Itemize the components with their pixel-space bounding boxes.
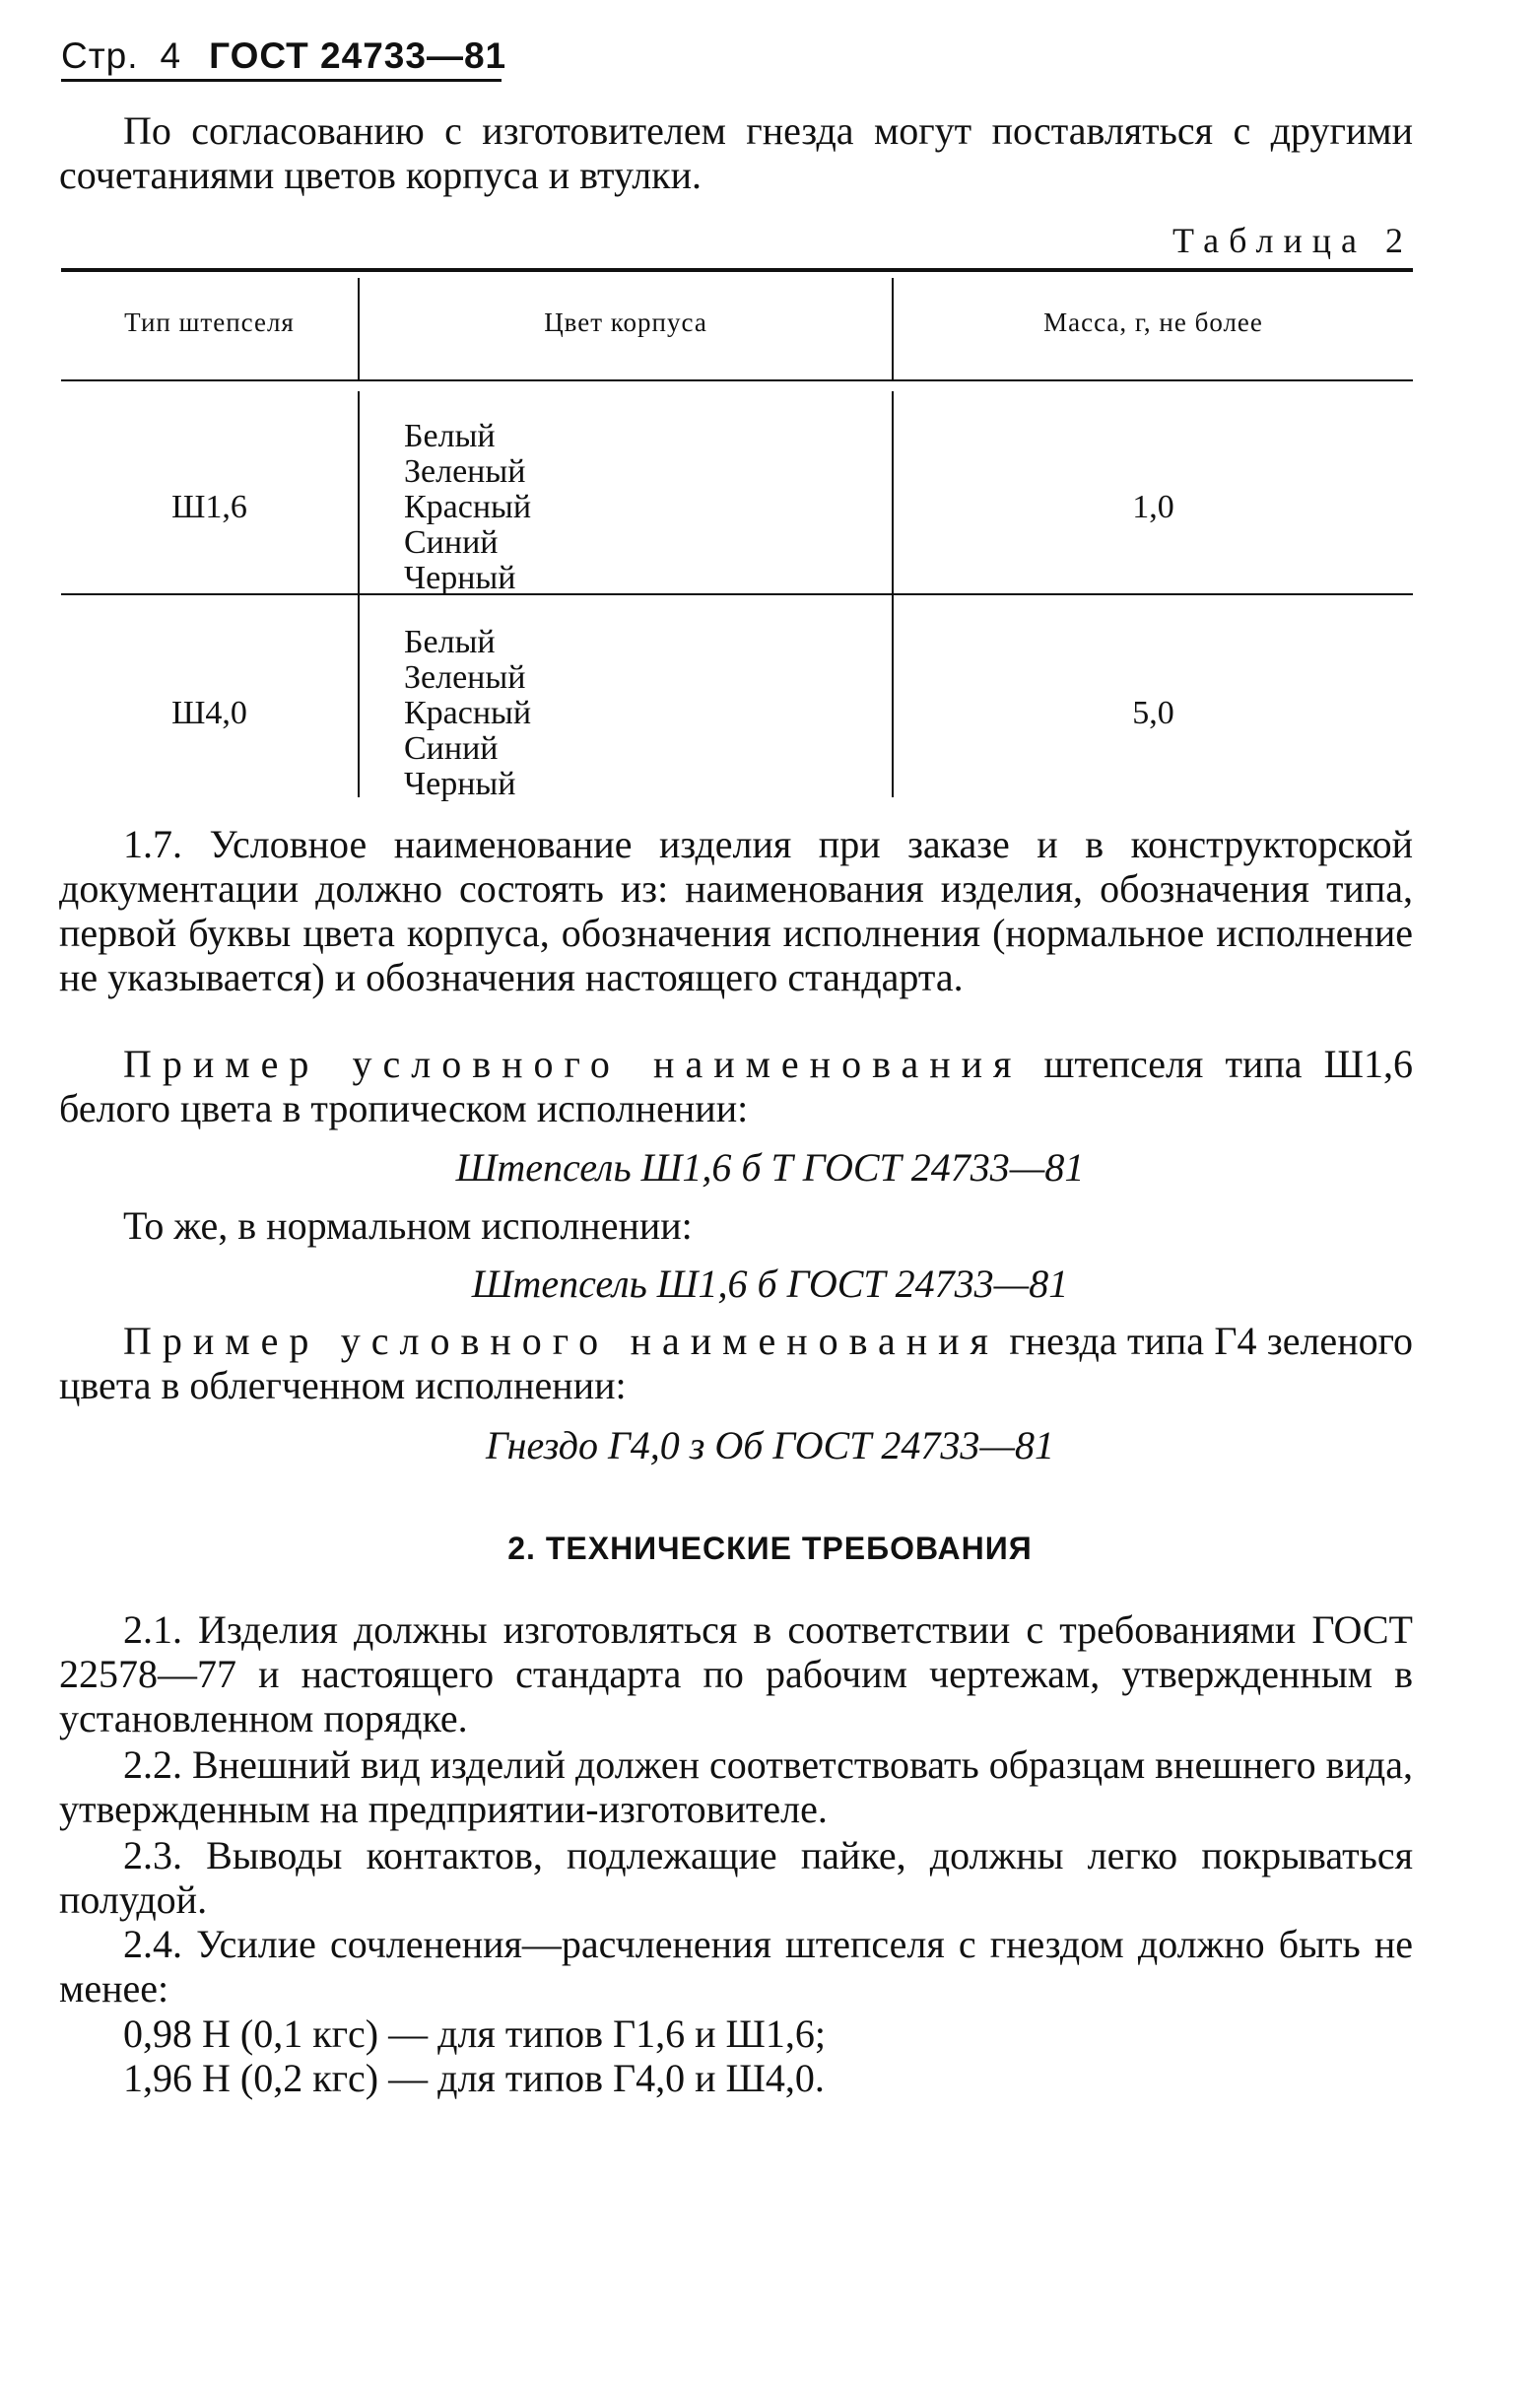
- color-item: Красный: [404, 489, 532, 525]
- table-cell-colors: [404, 419, 531, 596]
- example-3-rest: гнезда типа Г4 зеленого цвета в облегченном исполнении:: [59, 1319, 1414, 1407]
- color-item: Белый: [404, 418, 496, 454]
- table-top-rule: [61, 268, 1413, 272]
- color-item: Черный: [404, 560, 516, 596]
- color-item: Синий: [404, 730, 499, 767]
- clause-2-3: 2.3. Выводы контактов, подлежащие пайке, должны легко покрываться полудой.: [59, 1833, 1413, 1922]
- color-item: Красный: [404, 695, 532, 731]
- table-cell-mass: 5,0: [1132, 695, 1174, 731]
- color-item: Белый: [404, 624, 496, 660]
- table-cell-type: Ш4,0: [171, 695, 247, 731]
- page-number: 4: [160, 35, 182, 76]
- example-1-rest: штепселя типа Ш1,6 белого цвета в тропическом исполнении:: [59, 1042, 1413, 1130]
- clause-2-2: 2.2. Внешний вид изделий должен соответствовать образцам внешнего вида, утвержденным на предприятии-изготовителе.: [59, 1742, 1413, 1831]
- example-3-lead: Пример условного наименования: [123, 1319, 999, 1363]
- table-header-type: Тип штепселя: [124, 307, 295, 337]
- example-3-text: [59, 1319, 1413, 1407]
- example-3-designation: Гнездо Г4,0 з Об ГОСТ 24733—81: [486, 1423, 1054, 1467]
- example-1-lead: Пример условного наименования: [123, 1042, 1023, 1086]
- clause-1-7: 1.7. Условное наименование изделия при заказе и в конструкторской документации должно состоять из: наименования изделия, обозначения типа, первой буквы цвета корпуса, обозначения исполнения (нормальное исполнение не указывается) и обозначения настоящего стандарта.: [59, 822, 1413, 999]
- example-2-designation: Штепсель Ш1,6 б ГОСТ 24733—81: [471, 1261, 1069, 1306]
- standard-designation: ГОСТ 24733—81: [209, 35, 507, 76]
- intro-paragraph: По согласованию с изготовителем гнезда могут поставляться с другими сочетаниями цветов корпуса и втулки.: [59, 108, 1413, 197]
- table-header-rule: [61, 379, 1413, 381]
- clause-2-1: 2.1. Изделия должны изготовляться в соответствии с требованиями ГОСТ 22578—77 и настоящего стандарта по рабочим чертежам, утвержденным в установленном порядке.: [59, 1607, 1413, 1740]
- table-caption: Таблица 2: [1172, 221, 1413, 260]
- color-item: Черный: [404, 766, 516, 802]
- force-line-1: 0,98 Н (0,1 кгс) — для типов Г1,6 и Ш1,6;: [123, 2011, 827, 2056]
- table-cell-mass: 1,0: [1132, 489, 1174, 525]
- table-cell-colors: [404, 625, 531, 802]
- table-vline: [358, 391, 360, 797]
- header-rule: [61, 79, 502, 82]
- example-1-text: [59, 1042, 1413, 1130]
- color-item: Зеленый: [404, 659, 526, 696]
- same-normal-text: То же, в нормальном исполнении:: [123, 1203, 693, 1248]
- table-cell-type: Ш1,6: [171, 489, 247, 525]
- page-label: Стр.: [61, 35, 139, 76]
- color-item: Синий: [404, 524, 499, 561]
- page-header: [61, 22, 506, 77]
- force-line-2: 1,96 Н (0,2 кгс) — для типов Г4,0 и Ш4,0.: [123, 2056, 825, 2100]
- color-item: Зеленый: [404, 453, 526, 490]
- table-header-mass: Масса, г, не более: [1043, 307, 1263, 337]
- section-2-title: 2. ТЕХНИЧЕСКИЕ ТРЕБОВАНИЯ: [507, 1531, 1033, 1566]
- table-row-divider: [61, 593, 1413, 595]
- table-header-color: Цвет корпуса: [544, 307, 707, 337]
- table-vline: [892, 391, 894, 797]
- clause-2-4: 2.4. Усилие сочленения—расчленения штепселя с гнездом должно быть не менее:: [59, 1922, 1413, 2011]
- example-1-designation: Штепсель Ш1,6 б Т ГОСТ 24733—81: [455, 1145, 1085, 1190]
